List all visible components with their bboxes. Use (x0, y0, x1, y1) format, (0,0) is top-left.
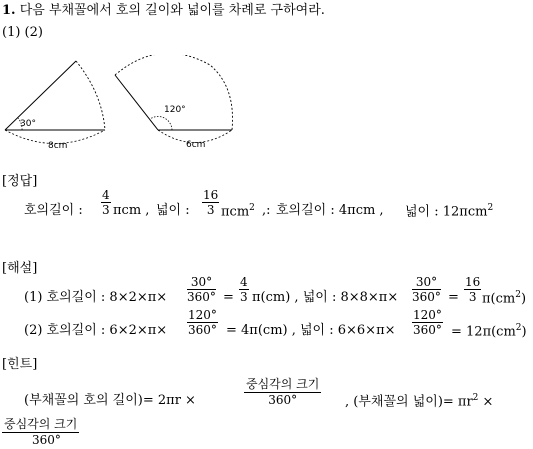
answer-area2 (405, 204, 493, 218)
answer-area1-fraction (202, 189, 219, 216)
superscript-2: 2 (515, 290, 521, 300)
hint-left: (부채꼴의 호의 길이)= 2πr × (24, 393, 196, 408)
solution-line1-result2-fraction (464, 276, 481, 303)
solution-line1-prefix: (1) 호의길이 : 8×2×π× (24, 290, 168, 305)
solution-line1-middle: π(cm) , 넓이 : 8×8×π× (252, 290, 399, 305)
sector-figure-2 (115, 55, 233, 142)
fraction-numerator: 120° (188, 308, 217, 322)
solution-line2-prefix: (2) 호의길이 : 6×2×π× (24, 323, 168, 338)
answer-arc2: 호의길이 : 4πcm , (276, 203, 384, 218)
solution-line1-fraction2 (412, 276, 441, 303)
solution-line2-fraction2 (412, 309, 443, 336)
solution-line1-result-fraction (239, 276, 249, 303)
fraction-denominator: 360° (188, 323, 217, 337)
solution-line2-fraction (187, 309, 218, 336)
sector-figures (0, 55, 533, 165)
fraction-numerator: 30° (412, 276, 441, 290)
figure2-radius-label: 6cm (186, 140, 206, 150)
hint-right-text: , (부채꼴의 넓이)= πr (345, 394, 473, 410)
fraction-denominator: 360° (32, 433, 61, 447)
problem-number: 1. (2, 3, 16, 18)
fraction-denominator: 3 (102, 203, 110, 217)
times-sign: × (482, 394, 494, 410)
fraction-numerator: 4 (102, 188, 110, 202)
problem-text: 다음 부채꼴에서 호의 길이와 넓이를 차례로 구하여라. (19, 3, 325, 18)
answer-header: [정답] (2, 174, 38, 189)
fraction-numerator: 16 (203, 188, 219, 202)
fraction-denominator: 3 (240, 290, 248, 304)
fraction-numerator: 16 (465, 275, 481, 289)
answer-arc1-unit: πcm , (113, 203, 150, 218)
answer-area1-label: 넓이 : (156, 203, 190, 218)
fraction-denominator: 360° (268, 393, 298, 407)
fraction-numerator: 4 (240, 275, 248, 289)
problem-title (2, 4, 325, 17)
solution-line1-fraction (187, 276, 216, 303)
fraction-denominator: 3 (206, 203, 215, 217)
fraction-denominator: 3 (468, 290, 477, 304)
part-labels: (1) (2) (2, 25, 43, 40)
answer-area1-unit (221, 204, 255, 218)
hint-fraction (244, 378, 321, 406)
solution-line1-equals: = (223, 290, 234, 305)
fraction-denominator: 360° (412, 290, 441, 304)
superscript-2: 2 (487, 203, 494, 213)
figure2-angle-label: 120° (164, 105, 186, 115)
hint-fraction2 (2, 418, 79, 446)
line2-end-text: = 12π(cm (451, 324, 516, 340)
answer-arc1-label: 호의길이 : (24, 203, 83, 218)
figure1-angle-label: 30° (20, 119, 36, 129)
fraction-denominator: 360° (187, 290, 216, 304)
hint-right (345, 394, 493, 408)
answer-arc1-fraction (101, 189, 111, 216)
solution-header: [해설] (2, 261, 38, 276)
answer-separator: ,: (262, 203, 271, 218)
solution-line2-middle: = 4π(cm) , 넓이 : 6×6×π× (226, 323, 396, 338)
solution-line1-equals2: = (448, 290, 459, 305)
sector-figure-1 (5, 61, 105, 144)
area2-text: 넓이 : 12πcm (405, 204, 488, 220)
fraction-denominator: 360° (413, 323, 442, 337)
fraction-numerator: 30° (187, 276, 216, 290)
fraction-numerator: 중심각의 크기 (246, 377, 320, 391)
superscript-2: 2 (472, 393, 479, 403)
solution-line2-end: = $12\pi(cm^2)$ (451, 323, 527, 340)
superscript-2: 2 (515, 323, 522, 333)
fraction-numerator: 중심각의 크기 (4, 417, 78, 431)
superscript-2: 2 (249, 203, 255, 213)
line1-end-text: π(cm (482, 291, 516, 307)
hint-header: [힌트] (2, 357, 38, 372)
fraction-numerator: 120° (413, 308, 442, 322)
unit-text: πcm (221, 204, 250, 220)
figure1-radius-label: 8cm (48, 141, 68, 151)
solution-line1-end: $\pi(cm^2)$ (482, 290, 527, 307)
